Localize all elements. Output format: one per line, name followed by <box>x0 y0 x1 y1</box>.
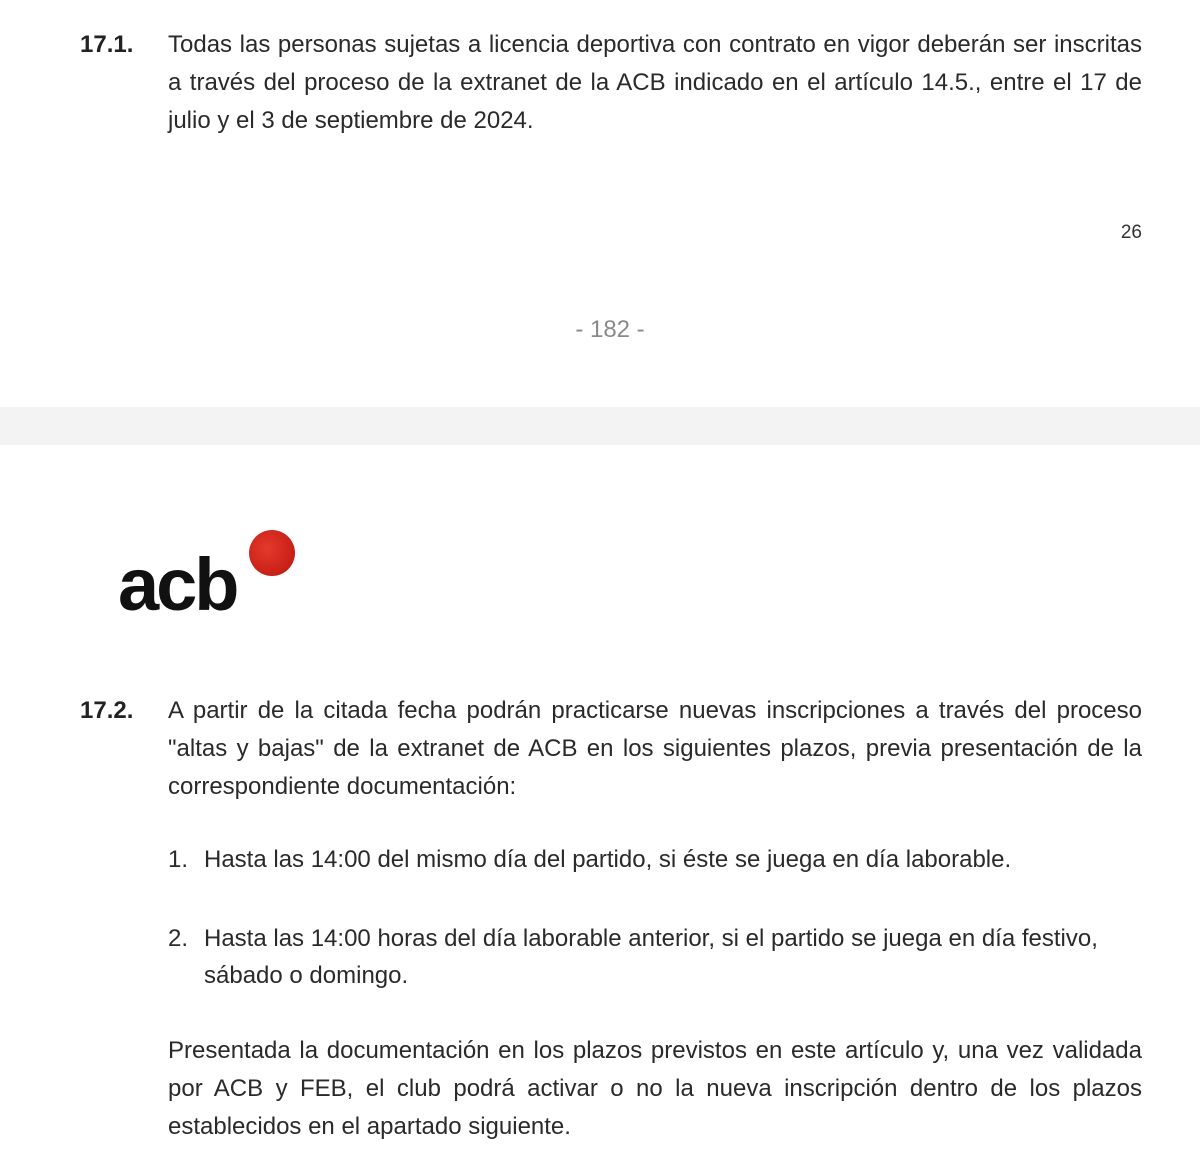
acb-logo <box>118 530 308 630</box>
clause-text: Todas las personas sujetas a licencia deportiva con contrato en vigor deberán ser inscritas a través del proceso de la extranet de la ACB indicado en el artículo 14.5., entre el 17 de julio y el 3 de septiembre de 2024. <box>168 31 1142 134</box>
page-separator <box>0 407 1200 445</box>
list-item-text: Hasta las 14:00 del mismo día del partido, si éste se juega en día laborable. <box>204 846 1012 873</box>
list-item-number: 2. <box>168 925 189 952</box>
clause-number: 17.1. <box>80 31 134 58</box>
footnote-reference: 26 <box>1120 222 1142 243</box>
document-page-182 <box>0 0 1200 407</box>
list-item-number: 1. <box>168 846 189 873</box>
logo-red-dot-icon <box>249 530 295 576</box>
page-number: - 182 - <box>575 316 645 343</box>
logo-text: acb <box>118 543 237 626</box>
clause-text: A partir de la citada fecha podrán practicarse nuevas inscripciones a través del proceso "altas y bajas" de la extranet de ACB en los siguientes plazos, previa presentación de la correspondiente documentación: <box>168 697 1142 800</box>
clause-number: 17.2. <box>80 697 134 724</box>
list-item-text: Hasta las 14:00 horas del día laborable anterior, si el partido se juega en día festivo, sábado o domingo. <box>204 925 1098 989</box>
closing-paragraph: Presentada la documentación en los plazos previstos en este artículo y, una vez validada por ACB y FEB, el club podrá activar o no la nueva inscripción dentro de los plazos establecidos en el apartado siguiente. <box>168 1037 1142 1140</box>
